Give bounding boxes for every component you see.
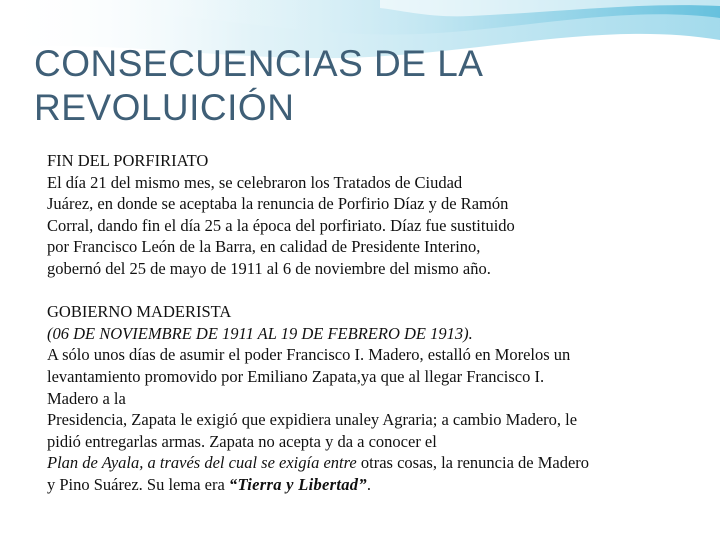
- section1-line: Juárez, en donde se aceptaba la renuncia de Porfirio Díaz y de Ramón: [47, 194, 509, 214]
- section2-line: Presidencia, Zapata le exigió que expidiera unaley Agraria; a cambio Madero, le: [47, 410, 578, 430]
- slide-title: [34, 42, 634, 130]
- section1-line: El día 21 del mismo mes, se celebraron los Tratados de Ciudad: [47, 172, 463, 192]
- plan-de-ayala-italic: Plan de Ayala, a través del cual se exigía entre: [47, 453, 357, 473]
- section2-line: pidió entregarlas armas. Zapata no acepta y da a conocer el: [47, 431, 437, 451]
- motto-line: [47, 474, 687, 496]
- paragraph-gap: [47, 280, 687, 302]
- title-line-2: REVOLUICIÓN: [34, 87, 295, 128]
- section1-heading: FIN DEL PORFIRIATO: [47, 151, 209, 170]
- section2-heading: GOBIERNO MADERISTA: [47, 302, 232, 322]
- section2-line: A sólo unos días de asumir el poder Francisco I. Madero, estalló en Morelos un: [47, 345, 571, 365]
- section2-line: Madero a la: [47, 388, 126, 408]
- title-line-1: CONSECUENCIAS DE LA: [34, 43, 484, 84]
- section2-line: levantamiento promovido por Emiliano Zapata,ya que al llegar Francisco I.: [47, 366, 545, 386]
- slide-body: [47, 150, 687, 496]
- section1-line: Corral, dando fin el día 25 a la época del porfiriato. Díaz fue sustituido: [47, 215, 515, 235]
- section1-line: por Francisco León de la Barra, en calidad de Presidente Interino,: [47, 237, 481, 257]
- section1-line: gobernó del 25 de mayo de 1911 al 6 de noviembre del mismo año.: [47, 258, 491, 278]
- motto-text: “Tierra y Libertad”: [228, 474, 367, 494]
- motto-suffix: .: [366, 474, 372, 494]
- motto-prefix: y Pino Suárez. Su lema era: [47, 474, 229, 494]
- plan-de-ayala-rest: otras cosas, la renuncia de Madero: [356, 453, 590, 473]
- plan-de-ayala-line: [47, 452, 687, 474]
- section2-dates: (06 DE NOVIEMBRE DE 1911 AL 19 DE FEBRERO DE 1913).: [47, 323, 473, 343]
